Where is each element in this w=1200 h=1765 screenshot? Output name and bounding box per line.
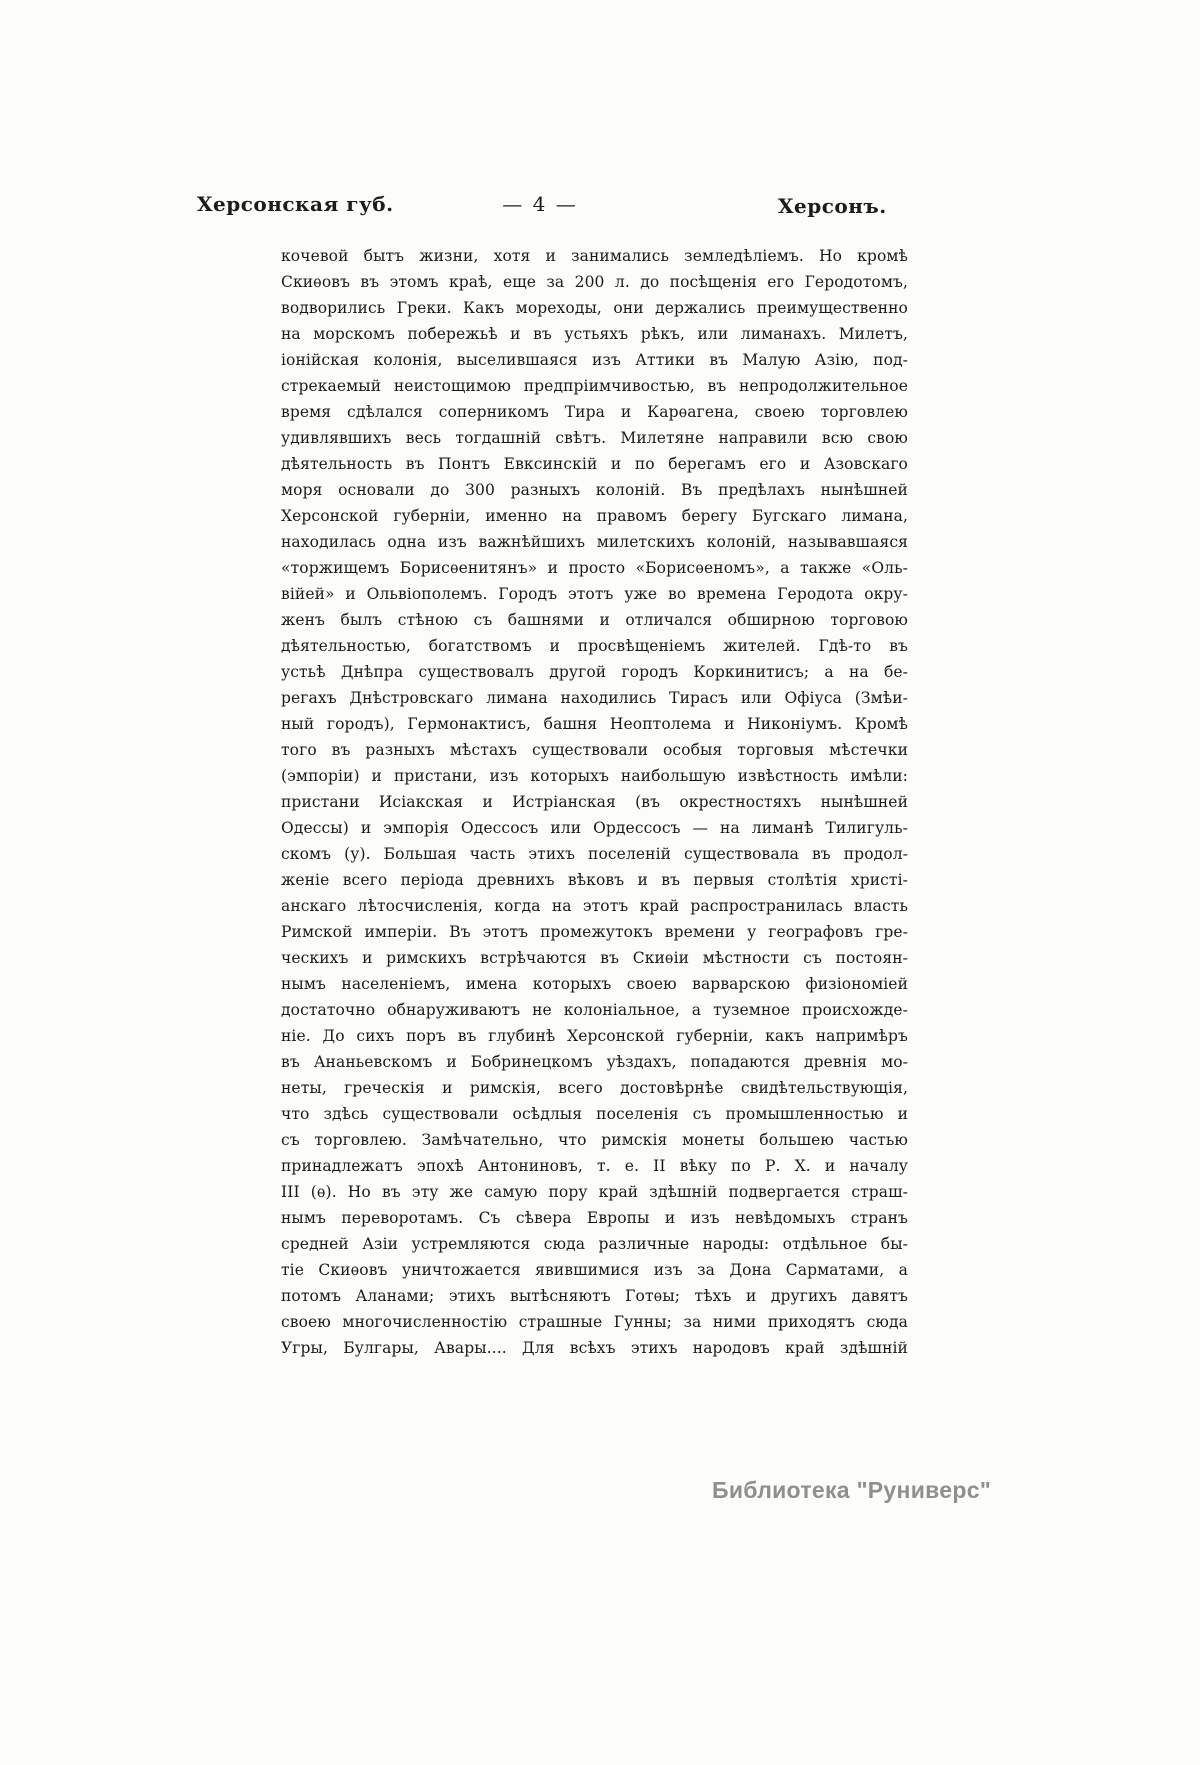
text-line: въ Ананьевскомъ и Бобринецкомъ уѣздахъ, попадаются древнія мо-: [281, 1053, 908, 1071]
library-watermark: Библиотека "Руниверс": [712, 1477, 992, 1503]
text-line: моря основали до 300 разныхъ колоній. Въ предѣлахъ нынѣшней: [281, 481, 908, 499]
body-text: [281, 243, 908, 1361]
text-line: того въ разныхъ мѣстахъ существовали особыя торговыя мѣстечки: [281, 741, 908, 759]
text-line: водворились Греки. Какъ мореходы, они держались преимущественно: [281, 299, 908, 317]
text-line: нымъ переворотамъ. Съ сѣвера Европы и изъ невѣдомыхъ странъ: [281, 1209, 908, 1227]
text-line: пристани Исіакская и Истріанская (въ окрестностяхъ нынѣшней: [281, 793, 908, 811]
text-line: тіе Скиѳовъ уничтожается явившимися изъ за Дона Сарматами, а: [281, 1261, 908, 1279]
text-line: неты, греческія и римскія, всего достовѣрнѣе свидѣтельствующія,: [281, 1079, 908, 1097]
text-line: стрекаемый неистощимою предпріимчивостью, въ непродолжительное: [281, 377, 908, 395]
text-line: ный городъ), Гермонактисъ, башня Неоптолема и Никоніумъ. Кромѣ: [281, 715, 908, 733]
text-line: женіе всего періода древнихъ вѣковъ и въ первыя столѣтія христі-: [281, 871, 908, 889]
text-line: время сдѣлался соперникомъ Тира и Карѳагена, своею торговлею: [281, 403, 908, 421]
text-line: достаточно обнаруживаютъ не колоніальное, а туземное происхожде-: [281, 1001, 908, 1019]
text-line: на морскомъ побережьѣ и въ устьяхъ рѣкъ, или лиманахъ. Милетъ,: [281, 325, 908, 343]
text-line: анскаго лѣтосчисленія, когда на этотъ край распространилась власть: [281, 897, 908, 915]
text-line: дѣятельность въ Понтъ Евксинскій и по берегамъ его и Азовскаго: [281, 455, 908, 473]
text-line: кочевой бытъ жизни, хотя и занимались земледѣліемъ. Но кромѣ: [281, 247, 908, 265]
text-line: устьѣ Днѣпра существовалъ другой городъ Коркинитисъ; а на бе-: [281, 663, 908, 681]
text-line: удивлявшихъ весь тогдашній свѣтъ. Милетяне направили всю свою: [281, 429, 908, 447]
text-line: Скиѳовъ въ этомъ краѣ, еще за 200 л. до посѣщенія его Геродотомъ,: [281, 273, 908, 291]
text-line: війей» и Ольвіополемъ. Городъ этотъ уже во времена Геродота окру-: [281, 585, 908, 603]
header-city: Херсонъ.: [778, 194, 887, 218]
text-line: что здѣсь существовали осѣдлыя поселенія съ промышленностью и: [281, 1105, 908, 1123]
text-line: женъ былъ стѣною съ башнями и отличался обширною торговою: [281, 611, 908, 629]
text-line: принадлежатъ эпохѣ Антониновъ, т. е. II вѣку по Р. Х. и началу: [281, 1157, 908, 1175]
text-line: ніе. До сихъ поръ въ глубинѣ Херсонской губерніи, какъ напримѣръ: [281, 1027, 908, 1045]
text-line: (эмпоріи) и пристани, изъ которыхъ наибольшую извѣстность имѣли:: [281, 767, 908, 785]
text-line: регахъ Днѣстровскаго лимана находились Тирасъ или Офіуса (Змѣи-: [281, 689, 908, 707]
text-line: Херсонской губерніи, именно на правомъ берегу Бугскаго лимана,: [281, 507, 908, 525]
text-line: ческихъ и римскихъ встрѣчаются въ Скиѳіи мѣстности съ постоян-: [281, 949, 908, 967]
page-number: — 4 —: [502, 192, 578, 216]
text-line: Одессы) и эмпорія Одессосъ или Ордессосъ — на лиманѣ Тилигуль-: [281, 819, 908, 837]
text-line: средней Азіи устремляются сюда различные народы: отдѣльное бы-: [281, 1235, 908, 1253]
text-line: скомъ (у). Большая часть этихъ поселеній существовала въ продол-: [281, 845, 908, 863]
text-line: Угры, Булгары, Авары.... Для всѣхъ этихъ народовъ край здѣшній: [281, 1339, 908, 1357]
header-province: Херсонская губ.: [197, 192, 394, 216]
text-line: іонійская колонія, выселившаяся изъ Аттики въ Малую Азію, под-: [281, 351, 908, 369]
page-header: [0, 192, 1200, 222]
text-line: «торжищемъ Борисѳенитянъ» и просто «Борисѳеномъ», а также «Оль-: [281, 559, 908, 577]
text-line: своею многочисленностію страшные Гунны; за ними приходятъ сюда: [281, 1313, 908, 1331]
text-line: Римской имперіи. Въ этотъ промежутокъ времени у географовъ гре-: [281, 923, 908, 941]
text-line: потомъ Аланами; этихъ вытѣсняютъ Готѳы; тѣхъ и другихъ давятъ: [281, 1287, 908, 1305]
text-line: III (ѳ). Но въ эту же самую пору край здѣшній подвергается страш-: [281, 1183, 908, 1201]
text-line: находилась одна изъ важнѣйшихъ милетскихъ колоній, называвшаяся: [281, 533, 908, 551]
text-line: съ торговлею. Замѣчательно, что римскія монеты большею частью: [281, 1131, 908, 1149]
text-line: нымъ населеніемъ, имена которыхъ своею варварскою физіономіей: [281, 975, 908, 993]
text-line: дѣятельностью, богатствомъ и просвѣщеніемъ жителей. Гдѣ-то въ: [281, 637, 908, 655]
